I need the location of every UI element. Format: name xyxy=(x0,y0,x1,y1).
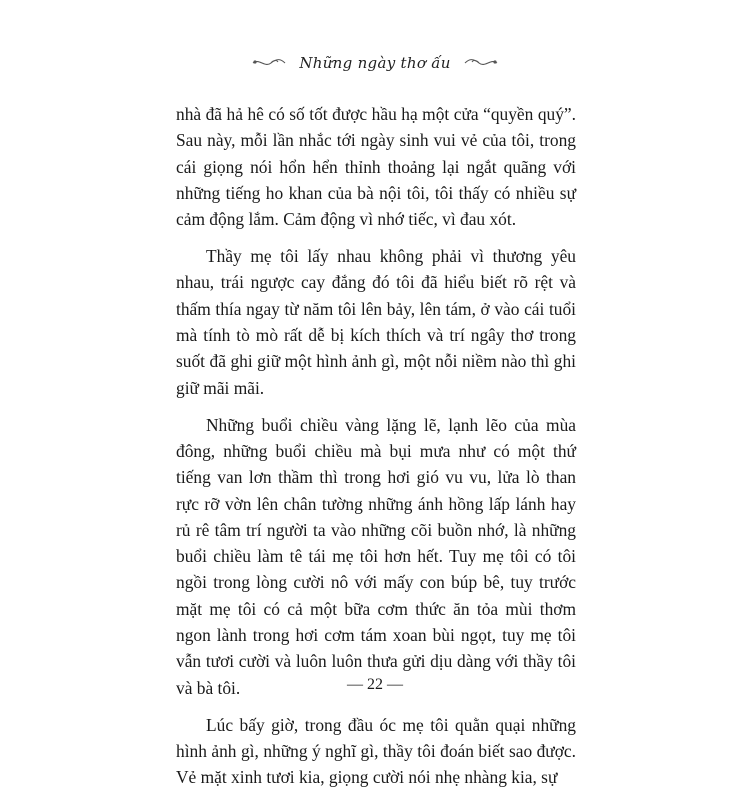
paragraph-2: Thầy mẹ tôi lấy nhau không phải vì thương yêu nhau, trái ngược cay đắng đó tôi đã hiểu biết rõ rệt và thấm thía ngay từ năm tôi lên bảy, lên tám, ở vào cái tuổi mà tính tò mò rất dễ bị kích thích và trí ngây thơ trong suốt đã ghi giữ một hình ảnh gì, một nỗi niềm nào thì ghi giữ mãi mãi. xyxy=(176,246,576,398)
body-text xyxy=(176,101,576,801)
running-title: Những ngày thơ ấu xyxy=(299,54,451,72)
flourish-left-icon xyxy=(251,56,287,70)
paragraph-4: Lúc bấy giờ, trong đầu óc mẹ tôi quằn quại những hình ảnh gì, những ý nghĩ gì, thầy tôi đoán biết sao được. Vẻ mặt xinh tươi kia, giọng cười nói nhẹ nhàng kia, sự xyxy=(176,714,576,788)
page-number: — 22 — xyxy=(347,676,403,693)
paragraph-3: Những buổi chiều vàng lặng lẽ, lạnh lẽo của mùa đông, những buổi chiều mà bụi mưa như có một thứ tiếng van lơn thầm thì trong hơi gió vu vu, lửa lò than rực rỡ vờn lên chân tường những ánh hồng lấp lánh hay rủ rê tâm trí người ta vào những cõi buồn nhớ, là những buổi chiều làm tê tái mẹ tôi hơn hết. Tuy mẹ tôi có tôi ngồi trong lòng cười nô với mấy con búp bê, tuy trước mặt mẹ tôi có cả một bữa cơm thức ăn tỏa mùi thơm ngon lành trong hơi cơm tám xoan bùi ngọt, tuy mẹ tôi vẫn tươi cười và luôn luôn thưa gửi dịu dàng với thầy tôi và bà tôi. xyxy=(176,414,576,698)
flourish-right-icon xyxy=(463,56,499,70)
running-header xyxy=(0,48,750,78)
paragraph-1: nhà đã hả hê có số tốt được hầu hạ một cửa “quyền quý”. Sau này, mỗi lần nhắc tới ngày sinh vui vẻ của tôi, trong cái giọng nói hổn hển thỉnh thoảng lại ngắt quãng với những tiếng ho khan của bà nội tôi, tôi thấy có nhiều sự cảm động lắm. Cảm động vì nhớ tiếc, vì đau xót. xyxy=(176,104,576,230)
